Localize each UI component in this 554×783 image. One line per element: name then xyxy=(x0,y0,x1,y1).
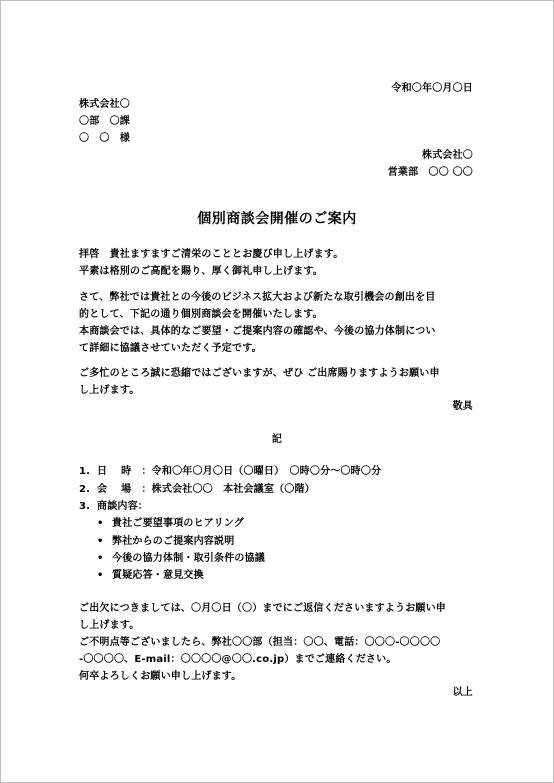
footer-line-1: ご出欠につきましては、〇月〇日（〇）までにご返信くださいますようお願い申 xyxy=(79,603,446,614)
body2-line-1: ご多忙のところ誠に恐縮ではございますが、ぜひ ご出席賜りますようお願い申 xyxy=(79,368,440,379)
sender-person: 営業部 〇〇 〇〇 xyxy=(387,167,473,178)
document-title: 個別商談会開催のご案内 xyxy=(197,211,357,227)
footer-line-5: 何卒よろしくお願い申し上げます。 xyxy=(79,671,242,682)
body1-line-4: て詳細に協議させていただく予定です。 xyxy=(79,343,262,354)
greeting-line-1: 拝啓 貴社ますますご清栄のこととお慶び申し上げます。 xyxy=(79,249,344,260)
bullet-dot-icon: • xyxy=(97,536,104,547)
body1-line-1: さて、弊社では貴社との今後のビジネス拡大および新たな取引機会の創出を目 xyxy=(79,292,436,303)
body1-line-3: 本商談会では、具体的なご要望・ご提案内容の確認や、今後の協力体制につい xyxy=(79,326,436,337)
body1-line-2: 的として、下記の通り個別商談会を開催いたします。 xyxy=(79,309,323,320)
recipient-department: 〇部 〇課 xyxy=(79,116,130,127)
bullet-item-2: 弊社からのご提案内容説明 xyxy=(112,536,235,547)
footer-line-2: し上げます。 xyxy=(79,620,140,631)
footer-line-4: -〇〇〇〇、E-mail：〇〇〇〇@〇〇.co.jp）までご連絡ください。 xyxy=(79,654,397,665)
end-ijou: 以上 xyxy=(452,687,473,698)
footer-line-3: ご不明点等ございましたら、弊社〇〇部（担当：〇〇、電話：〇〇〇-〇〇〇〇 xyxy=(79,637,441,648)
item-2-text: 会 場 ：株式会社〇〇 本社会議室（〇階） xyxy=(97,484,315,495)
body2-line-2: し上げます。 xyxy=(79,385,140,396)
bullet-dot-icon: • xyxy=(97,570,104,581)
item-1-number: 1. xyxy=(79,466,91,477)
bullet-item-4: 質疑応答・意見交換 xyxy=(112,570,204,581)
bullet-item-1: 貴社ご要望事項のヒアリング xyxy=(112,518,244,529)
bullet-dot-icon: • xyxy=(97,553,104,564)
closing-keigu: 敬具 xyxy=(452,401,473,412)
greeting-line-2: 平素は格別のご高配を賜り、厚く御礼申し上げます。 xyxy=(79,266,323,277)
sender-company: 株式会社〇 xyxy=(422,150,473,161)
bullet-dot-icon: • xyxy=(97,518,104,529)
recipient-company: 株式会社〇 xyxy=(79,99,130,110)
ki-heading: 記 xyxy=(271,434,283,445)
bullet-item-3: 今後の協力体制・取引条件の協議 xyxy=(112,553,265,564)
item-1-text: 日 時 ：令和〇年〇月〇日（〇曜日） 〇時〇分～〇時〇分 xyxy=(97,466,382,477)
item-2-number: 2. xyxy=(79,484,91,495)
document-date: 令和〇年〇月〇日 xyxy=(391,83,473,94)
item-3-number: 3. xyxy=(79,501,91,512)
item-3-text: 商談内容： xyxy=(97,501,148,512)
recipient-name: 〇 〇 様 xyxy=(79,133,130,144)
